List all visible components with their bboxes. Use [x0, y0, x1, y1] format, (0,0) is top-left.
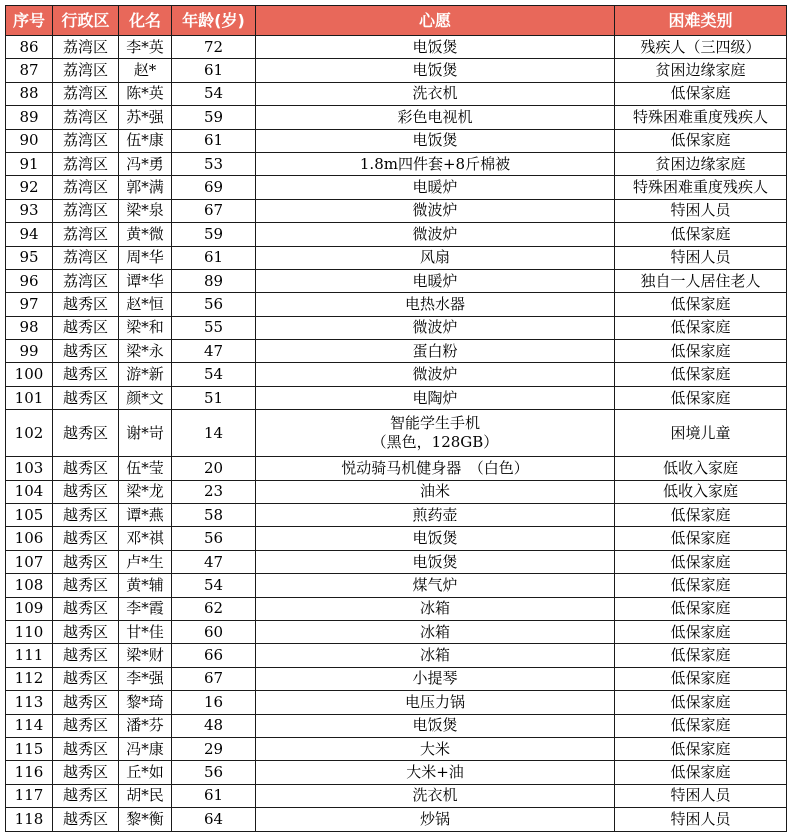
row-wish-cell: 电饭煲	[256, 714, 615, 737]
row-age-cell: 61	[172, 59, 256, 82]
row-no-cell: 111	[6, 644, 53, 667]
table-row	[6, 223, 787, 246]
row-no-cell: 115	[6, 737, 53, 760]
row-category-cell: 特困人员	[615, 808, 787, 831]
table-row	[6, 152, 787, 175]
row-alias-cell: 苏*强	[119, 106, 172, 129]
wish-table	[5, 5, 787, 832]
row-district-cell: 越秀区	[53, 784, 119, 807]
row-no-cell: 96	[6, 269, 53, 292]
row-district-cell: 越秀区	[53, 316, 119, 339]
table-row	[6, 480, 787, 503]
row-alias-cell: 邓*祺	[119, 527, 172, 550]
table-row	[6, 293, 787, 316]
row-category-cell: 低保家庭	[615, 691, 787, 714]
row-no-cell: 101	[6, 386, 53, 409]
table-row	[6, 129, 787, 152]
row-age-cell: 14	[172, 410, 256, 457]
row-district-cell: 越秀区	[53, 714, 119, 737]
row-wish-cell: 悦动骑马机健身器 （白色）	[256, 457, 615, 480]
row-wish-cell: 电暖炉	[256, 269, 615, 292]
table-row	[6, 550, 787, 573]
table-row	[6, 246, 787, 269]
row-category-cell: 低保家庭	[615, 386, 787, 409]
row-no-cell: 106	[6, 527, 53, 550]
wish-line-1: 智能学生手机	[389, 414, 480, 433]
row-district-cell: 荔湾区	[53, 106, 119, 129]
row-category-cell: 残疾人（三四级）	[615, 36, 787, 59]
row-category-cell: 低保家庭	[615, 129, 787, 152]
table-row	[6, 620, 787, 643]
table-row	[6, 457, 787, 480]
row-alias-cell: 郭*满	[119, 176, 172, 199]
row-no-cell: 91	[6, 152, 53, 175]
table-row	[6, 410, 787, 457]
row-category-cell: 低保家庭	[615, 597, 787, 620]
table-row	[6, 176, 787, 199]
row-age-cell: 67	[172, 199, 256, 222]
row-category-cell: 特殊困难重度残疾人	[615, 176, 787, 199]
row-no-cell: 98	[6, 316, 53, 339]
table-row	[6, 36, 787, 59]
row-alias-cell: 颜*文	[119, 386, 172, 409]
row-alias-cell: 李*霞	[119, 597, 172, 620]
row-wish-cell: 洗衣机	[256, 82, 615, 105]
row-wish-cell: 电饭煲	[256, 59, 615, 82]
row-alias-cell: 梁*永	[119, 340, 172, 363]
table-row	[6, 340, 787, 363]
row-age-cell: 64	[172, 808, 256, 831]
row-category-cell: 低保家庭	[615, 316, 787, 339]
row-category-cell: 低保家庭	[615, 82, 787, 105]
row-age-cell: 56	[172, 761, 256, 784]
row-no-cell: 114	[6, 714, 53, 737]
row-age-cell: 51	[172, 386, 256, 409]
row-category-cell: 特困人员	[615, 246, 787, 269]
table-row	[6, 59, 787, 82]
row-alias-cell: 梁*财	[119, 644, 172, 667]
row-no-cell: 90	[6, 129, 53, 152]
table-row	[6, 597, 787, 620]
row-wish-cell: 微波炉	[256, 316, 615, 339]
row-district-cell: 荔湾区	[53, 176, 119, 199]
row-category-cell: 独自一人居住老人	[615, 269, 787, 292]
row-category-cell: 低保家庭	[615, 223, 787, 246]
row-category-cell: 特殊困难重度残疾人	[615, 106, 787, 129]
row-age-cell: 61	[172, 246, 256, 269]
row-no-cell: 105	[6, 504, 53, 527]
row-district-cell: 越秀区	[53, 691, 119, 714]
table-row	[6, 761, 787, 784]
table-row	[6, 106, 787, 129]
row-district-cell: 越秀区	[53, 504, 119, 527]
row-no-cell: 100	[6, 363, 53, 386]
row-category-cell: 低保家庭	[615, 293, 787, 316]
row-age-cell: 60	[172, 620, 256, 643]
row-no-cell: 104	[6, 480, 53, 503]
row-district-cell: 越秀区	[53, 644, 119, 667]
table-row	[6, 714, 787, 737]
row-no-cell: 88	[6, 82, 53, 105]
row-alias-cell: 李*英	[119, 36, 172, 59]
row-age-cell: 47	[172, 550, 256, 573]
row-category-cell: 低保家庭	[615, 737, 787, 760]
row-no-cell: 94	[6, 223, 53, 246]
row-wish-cell: 电饭煲	[256, 527, 615, 550]
table-row	[6, 82, 787, 105]
row-age-cell: 54	[172, 82, 256, 105]
row-district-cell: 荔湾区	[53, 82, 119, 105]
row-wish-cell: 大米+油	[256, 761, 615, 784]
row-wish-cell: 电压力锅	[256, 691, 615, 714]
row-wish-cell: 电饭煲	[256, 36, 615, 59]
row-age-cell: 54	[172, 574, 256, 597]
row-district-cell: 越秀区	[53, 293, 119, 316]
row-alias-cell: 梁*泉	[119, 199, 172, 222]
row-alias-cell: 梁*和	[119, 316, 172, 339]
row-wish-cell: 电饭煲	[256, 129, 615, 152]
row-wish-cell: 冰箱	[256, 620, 615, 643]
row-wish-cell: 大米	[256, 737, 615, 760]
row-category-cell: 低保家庭	[615, 550, 787, 573]
row-district-cell: 越秀区	[53, 410, 119, 457]
row-alias-cell: 卢*生	[119, 550, 172, 573]
row-age-cell: 47	[172, 340, 256, 363]
row-no-cell: 107	[6, 550, 53, 573]
row-age-cell: 67	[172, 667, 256, 690]
row-district-cell: 越秀区	[53, 480, 119, 503]
row-district-cell: 越秀区	[53, 340, 119, 363]
row-alias-cell: 甘*佳	[119, 620, 172, 643]
row-age-cell: 62	[172, 597, 256, 620]
row-category-cell: 特困人员	[615, 784, 787, 807]
row-district-cell: 越秀区	[53, 620, 119, 643]
row-district-cell: 越秀区	[53, 667, 119, 690]
row-wish-cell: 微波炉	[256, 223, 615, 246]
row-no-cell: 103	[6, 457, 53, 480]
row-alias-cell: 谢*岢	[119, 410, 172, 457]
table-row	[6, 199, 787, 222]
row-wish-cell: 煤气炉	[256, 574, 615, 597]
row-no-cell: 116	[6, 761, 53, 784]
row-alias-cell: 谭*燕	[119, 504, 172, 527]
row-no-cell: 99	[6, 340, 53, 363]
table-row	[6, 504, 787, 527]
row-alias-cell: 梁*龙	[119, 480, 172, 503]
row-category-cell: 低收入家庭	[615, 457, 787, 480]
row-age-cell: 23	[172, 480, 256, 503]
row-district-cell: 荔湾区	[53, 199, 119, 222]
row-no-cell: 97	[6, 293, 53, 316]
row-category-cell: 低保家庭	[615, 527, 787, 550]
row-district-cell: 越秀区	[53, 761, 119, 784]
row-category-cell: 贫困边缘家庭	[615, 152, 787, 175]
row-wish-cell: 电暖炉	[256, 176, 615, 199]
row-district-cell: 越秀区	[53, 737, 119, 760]
row-wish-cell: 微波炉	[256, 199, 615, 222]
row-wish-cell: 风扇	[256, 246, 615, 269]
row-district-cell: 荔湾区	[53, 269, 119, 292]
header-category: 困难类别	[615, 6, 787, 36]
row-age-cell: 59	[172, 106, 256, 129]
row-no-cell: 110	[6, 620, 53, 643]
row-alias-cell: 李*强	[119, 667, 172, 690]
row-alias-cell: 黎*琦	[119, 691, 172, 714]
table-row	[6, 316, 787, 339]
row-district-cell: 荔湾区	[53, 152, 119, 175]
table-row	[6, 691, 787, 714]
row-category-cell: 低收入家庭	[615, 480, 787, 503]
row-alias-cell: 陈*英	[119, 82, 172, 105]
row-age-cell: 16	[172, 691, 256, 714]
row-age-cell: 89	[172, 269, 256, 292]
row-district-cell: 越秀区	[53, 574, 119, 597]
row-age-cell: 61	[172, 129, 256, 152]
row-wish-cell: 电饭煲	[256, 550, 615, 573]
table-row	[6, 386, 787, 409]
row-wish-cell: 煎药壶	[256, 504, 615, 527]
row-district-cell: 荔湾区	[53, 129, 119, 152]
table-row	[6, 784, 787, 807]
table-row	[6, 644, 787, 667]
row-category-cell: 低保家庭	[615, 761, 787, 784]
row-no-cell: 89	[6, 106, 53, 129]
row-alias-cell: 冯*康	[119, 737, 172, 760]
row-category-cell: 低保家庭	[615, 363, 787, 386]
row-category-cell: 低保家庭	[615, 504, 787, 527]
table-row	[6, 527, 787, 550]
row-district-cell: 荔湾区	[53, 59, 119, 82]
row-age-cell: 53	[172, 152, 256, 175]
row-category-cell: 低保家庭	[615, 574, 787, 597]
row-wish-cell: 彩色电视机	[256, 106, 615, 129]
row-wish-cell: 炒锅	[256, 808, 615, 831]
header-wish: 心愿	[256, 6, 615, 36]
row-alias-cell: 黎*衡	[119, 808, 172, 831]
row-district-cell: 越秀区	[53, 808, 119, 831]
row-wish-cell: 冰箱	[256, 597, 615, 620]
row-no-cell: 102	[6, 410, 53, 457]
row-district-cell: 越秀区	[53, 386, 119, 409]
row-wish-cell: 油米	[256, 480, 615, 503]
row-category-cell: 低保家庭	[615, 714, 787, 737]
table-row	[6, 808, 787, 831]
row-age-cell: 56	[172, 527, 256, 550]
header-age: 年龄(岁)	[172, 6, 256, 36]
row-age-cell: 55	[172, 316, 256, 339]
table-row	[6, 667, 787, 690]
row-district-cell: 荔湾区	[53, 246, 119, 269]
row-alias-cell: 胡*民	[119, 784, 172, 807]
row-no-cell: 108	[6, 574, 53, 597]
table-row	[6, 574, 787, 597]
row-age-cell: 66	[172, 644, 256, 667]
table-row	[6, 363, 787, 386]
row-no-cell: 113	[6, 691, 53, 714]
row-no-cell: 109	[6, 597, 53, 620]
header-no: 序号	[6, 6, 53, 36]
row-age-cell: 59	[172, 223, 256, 246]
row-age-cell: 29	[172, 737, 256, 760]
row-wish-cell: 冰箱	[256, 644, 615, 667]
row-alias-cell: 谭*华	[119, 269, 172, 292]
row-alias-cell: 黄*辅	[119, 574, 172, 597]
row-no-cell: 86	[6, 36, 53, 59]
row-district-cell: 越秀区	[53, 597, 119, 620]
row-no-cell: 92	[6, 176, 53, 199]
row-alias-cell: 伍*康	[119, 129, 172, 152]
row-district-cell: 荔湾区	[53, 223, 119, 246]
row-age-cell: 58	[172, 504, 256, 527]
row-district-cell: 越秀区	[53, 363, 119, 386]
row-district-cell: 越秀区	[53, 550, 119, 573]
row-wish-cell: 电热水器	[256, 293, 615, 316]
row-category-cell: 低保家庭	[615, 667, 787, 690]
row-category-cell: 低保家庭	[615, 340, 787, 363]
row-age-cell: 56	[172, 293, 256, 316]
row-category-cell: 贫困边缘家庭	[615, 59, 787, 82]
row-alias-cell: 赵*恒	[119, 293, 172, 316]
table-row	[6, 737, 787, 760]
row-no-cell: 93	[6, 199, 53, 222]
row-alias-cell: 黄*微	[119, 223, 172, 246]
row-category-cell: 低保家庭	[615, 620, 787, 643]
row-no-cell: 117	[6, 784, 53, 807]
row-district-cell: 越秀区	[53, 527, 119, 550]
row-age-cell: 54	[172, 363, 256, 386]
row-wish-cell: 蛋白粉	[256, 340, 615, 363]
row-wish-cell: 1.8m四件套+8斤棉被	[256, 152, 615, 175]
row-alias-cell: 冯*勇	[119, 152, 172, 175]
row-alias-cell: 赵*	[119, 59, 172, 82]
header-row	[6, 6, 787, 36]
row-alias-cell: 周*华	[119, 246, 172, 269]
table-row	[6, 269, 787, 292]
row-alias-cell: 潘*芬	[119, 714, 172, 737]
row-alias-cell: 伍*莹	[119, 457, 172, 480]
row-age-cell: 48	[172, 714, 256, 737]
header-district: 行政区	[53, 6, 119, 36]
row-category-cell: 特困人员	[615, 199, 787, 222]
header-alias: 化名	[119, 6, 172, 36]
row-alias-cell: 丘*如	[119, 761, 172, 784]
row-category-cell: 困境儿童	[615, 410, 787, 457]
row-wish-cell	[256, 410, 615, 457]
row-no-cell: 112	[6, 667, 53, 690]
row-wish-cell: 微波炉	[256, 363, 615, 386]
row-district-cell: 荔湾区	[53, 36, 119, 59]
row-no-cell: 95	[6, 246, 53, 269]
row-wish-cell: 小提琴	[256, 667, 615, 690]
row-age-cell: 61	[172, 784, 256, 807]
row-category-cell: 低保家庭	[615, 644, 787, 667]
row-age-cell: 69	[172, 176, 256, 199]
row-no-cell: 118	[6, 808, 53, 831]
row-wish-cell: 电陶炉	[256, 386, 615, 409]
row-wish-cell: 洗衣机	[256, 784, 615, 807]
row-district-cell: 越秀区	[53, 457, 119, 480]
wish-line-2: （黑色，128GB）	[371, 433, 499, 452]
row-age-cell: 20	[172, 457, 256, 480]
row-alias-cell: 游*新	[119, 363, 172, 386]
row-age-cell: 72	[172, 36, 256, 59]
row-no-cell: 87	[6, 59, 53, 82]
